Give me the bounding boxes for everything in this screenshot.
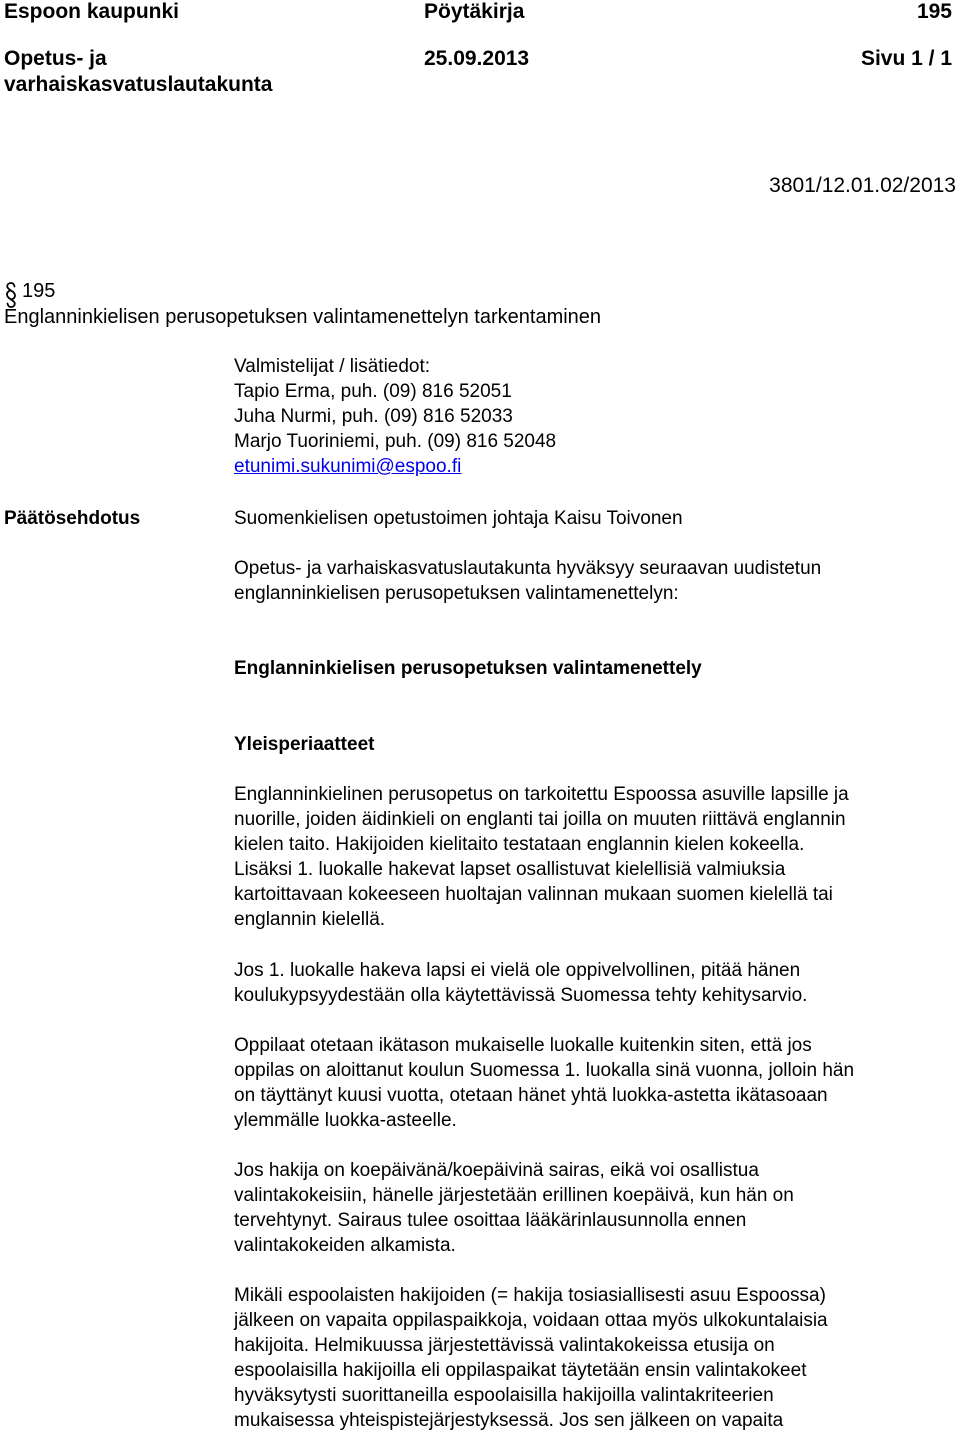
proposer: Suomenkielisen opetustoimen johtaja Kaisu Toivonen xyxy=(234,508,683,529)
section-title: Englanninkielisen perusopetuksen valintamenettelyn tarkentaminen xyxy=(4,306,602,328)
document-type: Pöytäkirja xyxy=(424,0,525,23)
page-indicator: Sivu 1 / 1 xyxy=(860,47,952,70)
meeting-date: 25.09.2013 xyxy=(424,47,530,70)
section-number-header: 195 xyxy=(916,0,952,23)
contact-marjo-tuoriniemi: Marjo Tuoriniemi, puh. (09) 816 52048 xyxy=(234,431,557,452)
paragraph-general: Englanninkielinen perusopetus on tarkoitettu Espoossa asuville lapsille ja nuorille, joiden äidinkieli on englanti tai joilla on muuten riittävä englannin kielen taito. Hakijoiden kielitaito testataan englannin kielen kokeella. Lisäksi 1. luokalle hakevat lapset osallistuvat kielellisiä valmiuksia kartoittavaan kokeeseen huoltajan valinnan mukaan suomen kielellä tai englannin kielellä. xyxy=(234,784,849,930)
reference-number: 3801/12.01.02/2013 xyxy=(769,174,956,197)
section-number: 195 xyxy=(22,280,56,302)
content-subheading: Yleisperiaatteet xyxy=(234,734,375,755)
preparers-label: Valmistelijat / lisätiedot: xyxy=(234,356,431,377)
paragraph-grade-placement: Oppilaat otetaan ikätason mukaiselle luokalle kuitenkin siten, että jos oppilas on aloittanut koulun Suomessa 1. luokalla sinä vuonna, jolloin hän on täyttänyt kuusi vuotta, otetaan hänet yhtä luokka-astetta ikätasoaan ylemmälle luokka-asteelle. xyxy=(234,1035,855,1131)
paragraph-non-resident-applicants: Mikäli espoolaisten hakijoiden (= hakija tosiasiallisesti asuu Espoossa) jälkeen on vapaita oppilaspaikkoja, voidaan ottaa myös ulkokuntalaisia hakijoita. Helmikuussa järjestettävissä valintakokeissa etusija on espoolaisilla hakijoilla eli oppilaspaikat täytetään ensin valintakokeet hyväksytysti suorittaneilla espoolaisilla hakijoilla valintakriteerien mukaisessa yhteispistejärjestyksessä. Jos sen jälkeen on vapaita xyxy=(234,1285,828,1431)
organization-name: Espoon kaupunki xyxy=(4,0,180,23)
proposal-label: Päätösehdotus xyxy=(4,508,141,529)
paragraph-school-readiness: Jos 1. luokalle hakeva lapsi ei vielä ole oppivelvollinen, pitää hänen koulukypsyydestään olla käytettävissä Suomessa tehty kehitysarvio. xyxy=(234,960,808,1006)
contact-juha-nurmi: Juha Nurmi, puh. (09) 816 52033 xyxy=(234,406,513,427)
paragraph-illness: Jos hakija on koepäivänä/koepäivinä sairas, eikä voi osallistua valintakokeisiin, hänelle järjestetään erillinen koepäivä, kun hän on tervehtynyt. Sairaus tulee osoittaa lääkärinlausunnolla ennen valintakokeiden alkamista. xyxy=(234,1160,794,1256)
content-heading: Englanninkielisen perusopetuksen valintamenettely xyxy=(234,658,702,679)
contact-tapio-erma: Tapio Erma, puh. (09) 816 52051 xyxy=(234,381,512,402)
committee-name-line2: varhaiskasvatuslautakunta xyxy=(4,73,273,96)
committee-name-line1: Opetus- ja xyxy=(4,47,107,70)
email-link[interactable]: etunimi.sukunimi@espoo.fi xyxy=(234,456,462,477)
proposal-intro: Opetus- ja varhaiskasvatuslautakunta hyväksyy seuraavan uudistetun englanninkielisen perusopetuksen valintamenettelyn: xyxy=(234,558,822,604)
